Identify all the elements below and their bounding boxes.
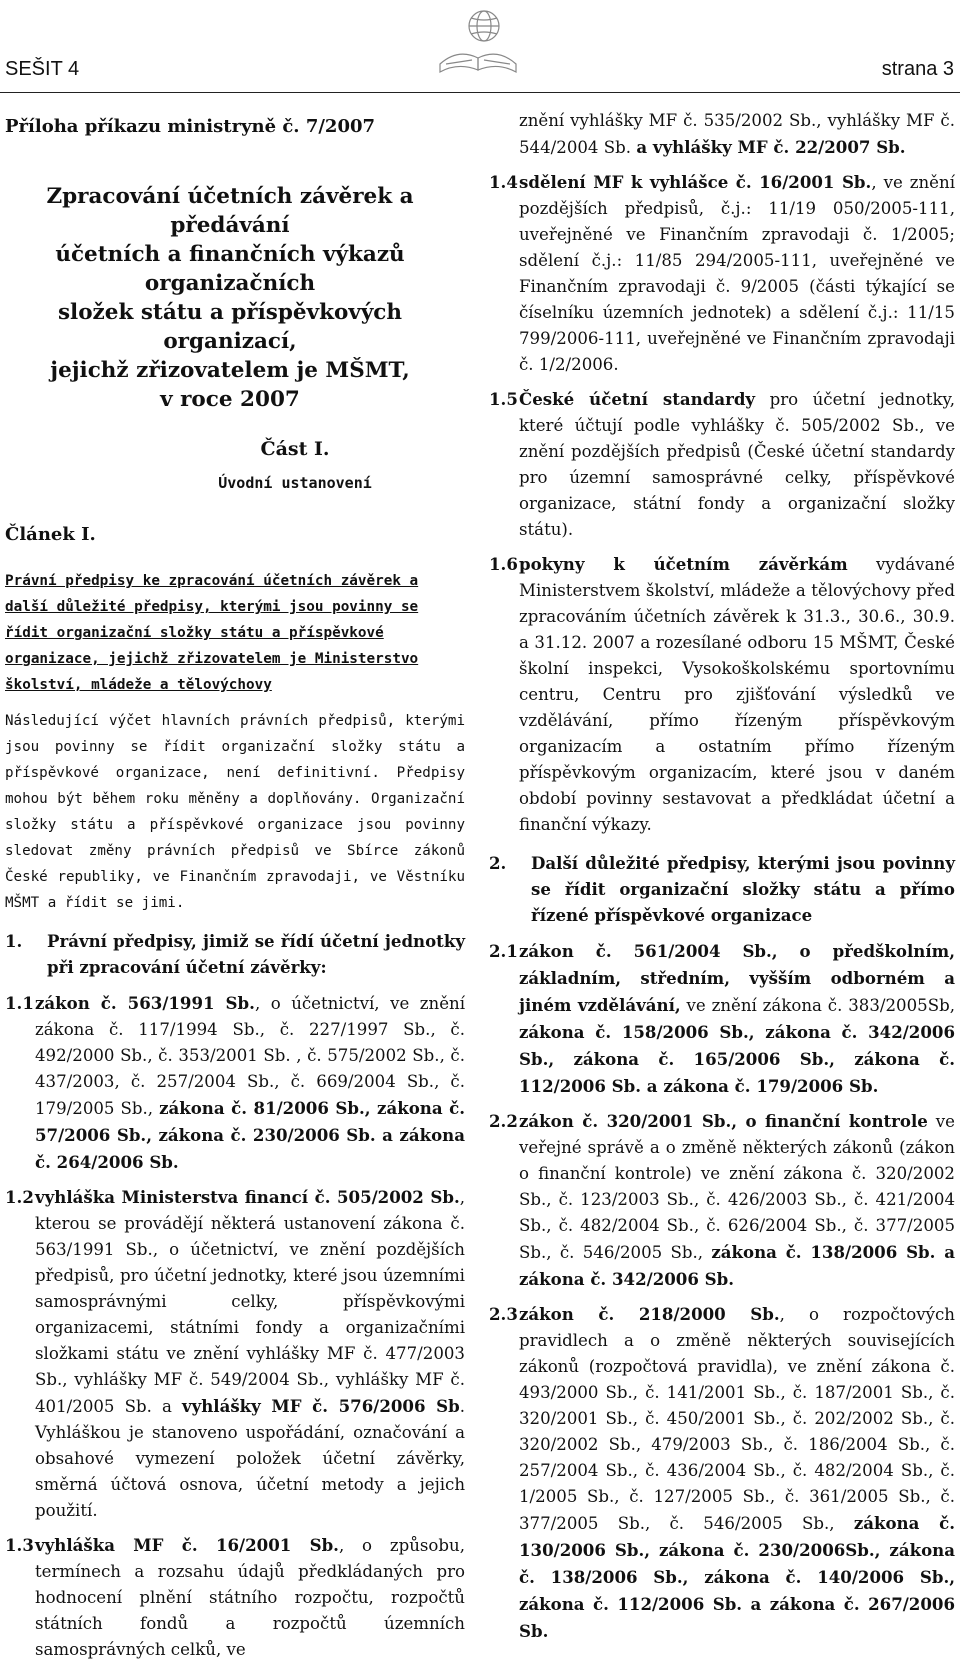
item-number: 1.4 bbox=[489, 172, 518, 192]
item-number: 1.1 bbox=[5, 993, 34, 1013]
book-globe-logo-icon bbox=[432, 4, 524, 74]
underlined-heading: Právní předpisy ke zpracování účetních závěrek a další důležité předpisy, kterými jsou povinny se řídit organizační složky státu a příspěvkové organizace, jejichž zřizovatelem je Ministerstvo školství, mládeže a tělovýchovy bbox=[5, 573, 419, 693]
continued-text: znění vyhlášky MF č. 535/2002 Sb., vyhlášky MF č. 544/2004 Sb. a vyhlášky MF č. 22/2007 Sb. bbox=[519, 111, 955, 157]
title-line: Zpracování účetních závěrek a předávání bbox=[46, 184, 414, 238]
list-item-1-6 bbox=[489, 551, 955, 838]
list-item-2-1 bbox=[489, 938, 955, 1100]
list-item-1-4 bbox=[489, 169, 955, 378]
item-number: 1.3 bbox=[5, 1535, 34, 1555]
item-text: zákon č. 561/2004 Sb., o předškolním, základním, středním, vyšším odborném a jiném vzdělávání, ve znění zákona č. 383/2005Sb, zákona č. 158/2006 Sb., zákona č. 342/2006 Sb., zákona č. 165/2006 Sb., zákona č. 112/2006 Sb. a zákona č. 179/2006 Sb. bbox=[519, 941, 955, 1096]
section-2 bbox=[489, 850, 955, 928]
list-item-1-2 bbox=[5, 1184, 465, 1524]
section-title: Další důležité předpisy, kterými jsou povinny se řídit organizační složky státu a přímo řízené příspěvkové organizace bbox=[531, 853, 955, 925]
item-text: vyhláška Ministerstva financí č. 505/2002 Sb., kterou se provádějí některá ustanovení zákona č. 563/1991 Sb., o účetnictví, ve znění pozdějších předpisů, pro účetní jednotky, které jsou územními samosprávnými celky, příspěvkovými organizacemi, státními fondy a organizačními složkami státu ve znění vyhlášky MF č. 477/2003 Sb., vyhlášky MF č. 549/2004 Sb., vyhlášky MF č. 401/2005 Sb. a vyhlášky MF č. 576/2006 Sb. Vyhláškou je stanoveno uspořádání, označování a obsahové vymezení položek účetní závěrky, směrná účtová osnova, účetní metody a jejich použití. bbox=[35, 1187, 465, 1520]
item-number: 1.2 bbox=[5, 1187, 34, 1207]
list-item-1-3 bbox=[5, 1532, 465, 1663]
section-title: Právní předpisy, jimiž se řídí účetní jednotky při zpracování účetní závěrky: bbox=[47, 931, 465, 977]
header-rule bbox=[0, 92, 960, 93]
list-item-2-2 bbox=[489, 1108, 955, 1293]
item-number: 1.5 bbox=[489, 389, 518, 409]
page-number: strana 3 bbox=[881, 58, 954, 80]
list-item-1-1 bbox=[5, 990, 465, 1176]
section-label: SEŠIT 4 bbox=[5, 58, 80, 80]
item-text: zákon č. 218/2000 Sb., o rozpočtových pravidlech a o změně některých souvisejících zákonů (rozpočtová pravidla), ve znění zákona č. 493/2000 Sb., č. 141/2001 Sb., č. 187/2001 Sb., č. 320/2001 Sb., č. 450/2001 Sb., č. 202/2002 Sb., č. 320/2002 Sb., 479/2003 Sb., č. 186/2004 Sb., č. 257/2004 Sb., č. 436/2004 Sb., č. 482/2004 Sb., č. 1/2005 Sb., č. 127/2005 Sb., č. 361/2005 Sb., č. 377/2005 Sb., č. 546/2005 Sb., zákona č. 130/2006 Sb., zákona č. 230/2006Sb., zákona č. 138/2006 Sb., zákona č. 140/2006 Sb., zákona č. 112/2006 Sb. a zákona č. 267/2006 Sb. bbox=[519, 1304, 955, 1641]
page-header bbox=[0, 0, 960, 96]
list-item-1-5 bbox=[489, 386, 955, 543]
item-number: 2.3 bbox=[489, 1304, 518, 1324]
section-number: 2. bbox=[489, 853, 507, 873]
title-line: v roce 2007 bbox=[160, 387, 300, 412]
article-heading: Článek I. bbox=[5, 524, 96, 545]
item-number: 1.6 bbox=[489, 554, 518, 574]
attachment-heading: Příloha příkazu ministryně č. 7/2007 bbox=[5, 116, 376, 137]
item-text: České účetní standardy pro účetní jednotky, které účtují podle vyhlášky č. 505/2002 Sb., ve znění pozdějších předpisů (České účetní standardy pro územní samosprávné celky, příspěvkové organizace, státní fondy a organizační složky státu). bbox=[519, 389, 955, 539]
item-text: vyhláška MF č. 16/2001 Sb., o způsobu, termínech a rozsahu údajů předkládaných pro hodnocení plnění státního rozpočtu, rozpočtů státních fondů a rozpočtů územních samosprávných celků, ve bbox=[35, 1535, 465, 1659]
title-line: účetních a finančních výkazů organizačních bbox=[55, 242, 405, 296]
item-number: 2.2 bbox=[489, 1111, 518, 1131]
section-1 bbox=[5, 928, 465, 980]
title-line: jejichž zřizovatelem je MŠMT, bbox=[50, 358, 410, 383]
item-text: sdělení MF k vyhlášce č. 16/2001 Sb., ve znění pozdějších předpisů, č.j.: 11/19 050/2005-111, uveřejněné ve Finančním zpravodaji č. 1/2005; sdělení č.j.: 11/85 294/2005-111, uveřejněné ve Finančním zpravodaji č. 9/2005 (části týkající se číselníku územních jednotek) a sdělení č.j.: 11/15 799/2006-111, uveřejněné ve Finančním zpravodaji č. 1/2/2006. bbox=[519, 172, 956, 374]
item-text: zákon č. 563/1991 Sb., o účetnictví, ve znění zákona č. 117/1994 Sb., č. 227/1997 Sb., č. 492/2000 Sb., č. 353/2001 Sb. , č. 575/2002 Sb., č. 437/2003, č. 257/2004 Sb., č. 669/2004 Sb., č. 179/2005 Sb., zákona č. 81/2006 Sb., zákona č. 57/2006 Sb., zákona č. 230/2006 Sb. a zákona č. 264/2006 Sb. bbox=[35, 993, 466, 1172]
part-heading: Část I. bbox=[260, 438, 330, 460]
item-number: 2.1 bbox=[489, 941, 518, 961]
document-title bbox=[5, 182, 465, 414]
section-number: 1. bbox=[5, 931, 23, 951]
title-line: složek státu a příspěvkových organizací, bbox=[57, 300, 403, 354]
right-column bbox=[489, 108, 955, 1645]
intro-paragraph: Následující výčet hlavních právních předpisů, kterými jsou povinny se řídit organizační složky státu a příspěvkové organizace, není definitivní. Předpisy mohou být během roku měněny a doplňovány. Organizační složky státu a příspěvkové organizace jsou povinny sledovat změny právních předpisů ve Sbírce zákonů České republiky, ve Finančním zpravodaji, ve Věstníku MŠMT a řídit se jimi. bbox=[5, 713, 465, 911]
list-item-2-3 bbox=[489, 1301, 955, 1645]
left-column bbox=[5, 108, 465, 1663]
intro-heading: Úvodní ustanovení bbox=[218, 474, 372, 492]
item-text: pokyny k účetním závěrkám vydávané Ministerstvem školství, mládeže a tělovýchovy před zpracováním účetních závěrek k 31.3., 30.6., 30.9. a 31.12. 2007 a rozesílané odboru 15 MŠMT, České školní inspekci, Vysokoškolskému sportovnímu centru, Centru pro zjišťování výsledků ve vzdělávání, přímo řízeným příspěvkovým organizacím a ostatním přímo řízeným příspěvkovým organizacím, které jsou v daném období povinny sestavovat a předkládat účetní a finanční výkazy. bbox=[519, 554, 955, 834]
item-text: zákon č. 320/2001 Sb., o finanční kontrole ve veřejné správě a o změně některých zákonů (zákon o finanční kontrole) ve znění zákona č. 320/2002 Sb., č. 123/2003 Sb., č. 426/2003 Sb., č. 421/2004 Sb., č. 482/2004 Sb., č. 626/2004 Sb., č. 377/2005 Sb., č. 546/2005 Sb., zákona č. 138/2006 Sb. a zákona č. 342/2006 Sb. bbox=[519, 1111, 955, 1289]
